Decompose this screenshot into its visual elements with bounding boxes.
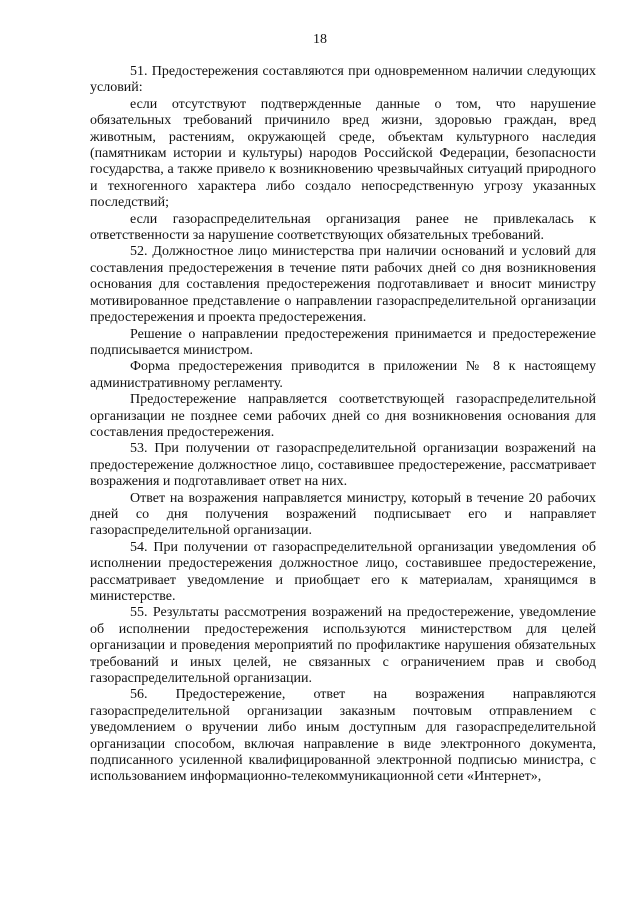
document-body [90,64,596,786]
paragraph: 51. Предостережения составляются при одновременном наличии следующих условий: [90,64,596,96]
paragraph: 52. Должностное лицо министерства при наличии оснований и условий для составления предостережения в течение пяти рабочих дней со дня возникновения основания для составления предостережения подготавливает и вносит министру мотивированное представление о направлении газораспределительной организации предостережения и проекта предостережения. [90,244,596,326]
page-number: 18 [313,32,327,47]
paragraph: Форма предостережения приводится в приложении № 8 к настоящему административному регламенту. [90,359,596,391]
paragraph: 55. Результаты рассмотрения возражений на предостережение, уведомление об исполнении предостережения используются министерством для целей организации и проведения мероприятий по профилактике нарушения обязательных требований и иных целей, не связанных с ограничением прав и свобод газораспределительной организации. [90,605,596,687]
paragraph: 53. При получении от газораспределительной организации возражений на предостережение должностное лицо, составившее предостережение, рассматривает возражения и подготавливает ответ на них. [90,441,596,490]
paragraph: Ответ на возражения направляется министру, который в течение 20 рабочих дней со дня получения возражений подписывает его и направляет газораспределительной организации. [90,490,596,539]
paragraph: Предостережение направляется соответствующей газораспределительной организации не позднее семи рабочих дней со дня возникновения основания для составления предостережения. [90,392,596,440]
paragraph: если отсутствуют подтвержденные данные о том, что нарушение обязательных требований причинило вред жизни, здоровью граждан, вред животным, растениям, окружающей среде, объектам культурного наследия (памятникам истории и культуры) народов Российской Федерации, безопасности государства, а также привело к возникновению чрезвычайных ситуаций природного и техногенного характера либо создало непосредственную угрозу указанных последствий; [90,96,596,211]
paragraph: если газораспределительная организация ранее не привлекалась к ответственности за нарушение соответствующих обязательных требований. [90,211,596,244]
paragraph: 54. При получении от газораспределительной организации уведомления об исполнении предостережения должностное лицо, составившее предостережение, рассматривает уведомление и приобщает его к материалам, хранящимся в министерстве. [90,539,596,604]
paragraph: 56. Предостережение, ответ на возражения направляются газораспределительной организации заказным почтовым отправлением с уведомлением о вручении либо иным доступным для газораспределительной организации способом, включая направление в виде электронного документа, подписанного усиленной квалифицированной электронной подписью министра, с использованием информационно-телекоммуникационной сети «Интернет», [90,687,596,785]
paragraph: Решение о направлении предостережения принимается и предостережение подписывается министром. [90,326,596,358]
